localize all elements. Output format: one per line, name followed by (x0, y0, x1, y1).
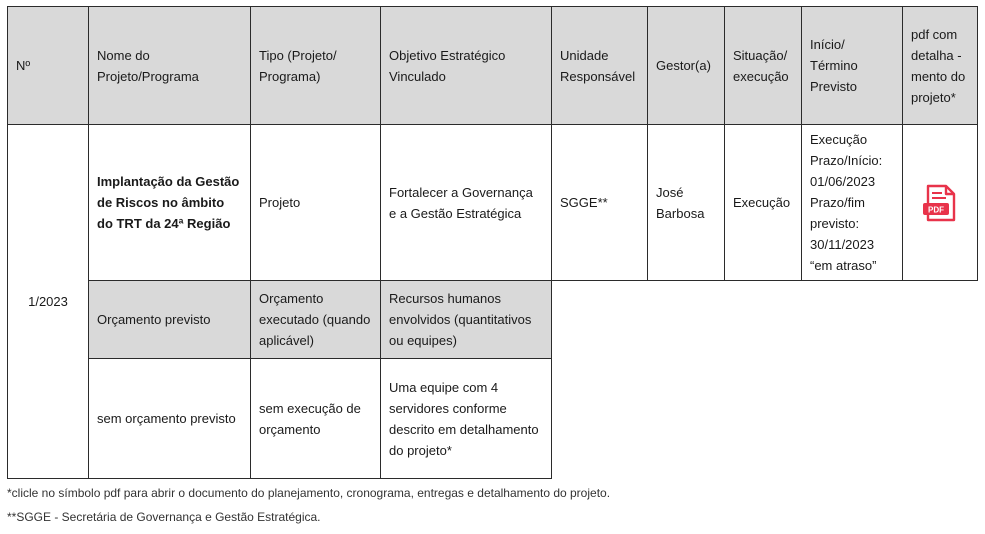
budget-value: sem orçamento previsto (89, 359, 251, 479)
project-objective: Fortalecer a Governança e a Gestão Estratégica (381, 125, 552, 281)
project-type: Projeto (251, 125, 381, 281)
sub-header-budget: Orçamento previsto (89, 281, 251, 359)
header-num: Nº (8, 7, 89, 125)
project-manager: José Barbosa (648, 125, 725, 281)
project-number: 1/2023 (8, 125, 89, 479)
header-manager: Gestor(a) (648, 7, 725, 125)
executed-value: sem execução de orçamento (251, 359, 381, 479)
header-dates: Início/ Término Previsto (802, 7, 903, 125)
sub-header-resources: Recursos humanos envolvidos (quantitativos ou equipes) (381, 281, 552, 359)
pdf-file-icon[interactable] (920, 183, 960, 223)
resources-value: Uma equipe com 4 servidores conforme descrito em detalhamento do projeto* (381, 359, 552, 479)
pdf-cell[interactable] (903, 125, 978, 281)
header-pdf: pdf com detalha -mento do projeto* (903, 7, 978, 125)
header-type: Tipo (Projeto/ Programa) (251, 7, 381, 125)
project-status: Execução (725, 125, 802, 281)
project-name: Implantação da Gestão de Riscos no âmbito do TRT da 24ª Região (89, 125, 251, 281)
sub-row (8, 359, 978, 479)
header-objective: Objetivo Estratégico Vinculado (381, 7, 552, 125)
project-unit: SGGE** (552, 125, 648, 281)
header-row (8, 7, 978, 125)
sub-header-row (8, 281, 978, 359)
sub-header-executed: Orçamento executado (quando aplicável) (251, 281, 381, 359)
header-unit: Unidade Responsável (552, 7, 648, 125)
project-row (8, 125, 978, 281)
header-status: Situação/ execução (725, 7, 802, 125)
pdf-label: PDF (928, 205, 944, 214)
project-dates: Execução Prazo/Início: 01/06/2023 Prazo/fim previsto: 30/11/2023 “em atraso” (802, 125, 903, 281)
footnote-2: **SGGE - Secretária de Governança e Gestão Estratégica. (7, 510, 321, 524)
project-table (7, 6, 978, 479)
footnote-1: *clicle no símbolo pdf para abrir o documento do planejamento, cronograma, entregas e detalhamento do projeto. (7, 486, 611, 500)
header-name: Nome do Projeto/Programa (89, 7, 251, 125)
